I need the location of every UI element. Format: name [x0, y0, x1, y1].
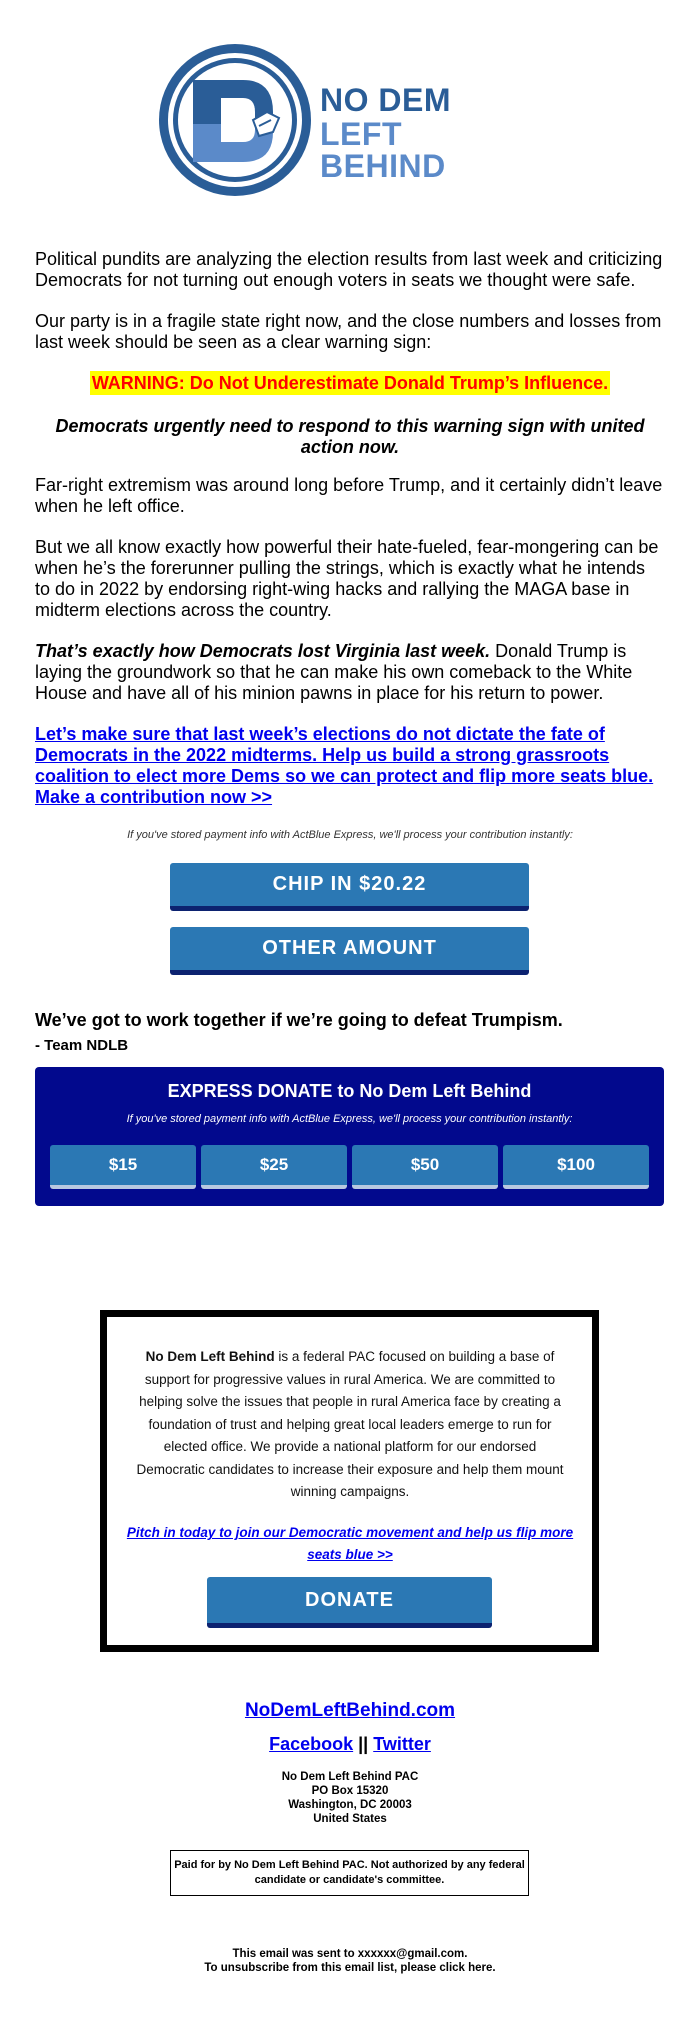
express-donate-note: If you've stored payment info with ActBlue Express, we'll process your contribution instantly:: [126, 1113, 573, 1125]
paragraph-5: [35, 641, 665, 704]
paragraph-3: [35, 475, 665, 517]
donate-amount-button[interactable]: $100: [503, 1145, 649, 1189]
pitch-in-link[interactable]: Pitch in today to join our Democratic movement and help us flip more seats blue >>: [126, 1525, 574, 1562]
paragraph-5-rest: Donald Trump is laying the groundwork so that he can make his own comeback to the White House and have all of his minion pawns in place for his return to power.: [35, 641, 633, 703]
social-separator: ||: [353, 1734, 374, 1754]
website-link[interactable]: NoDemLeftBehind.com: [244, 1700, 456, 1721]
address-line: PO Box 15320: [311, 1785, 389, 1797]
about-description: [135, 1346, 565, 1504]
actblue-note: If you've stored payment info with ActBlue Express, we'll process your contribution instantly:: [127, 829, 573, 841]
paragraph-5-text: [35, 641, 665, 704]
donate-amount-button[interactable]: $15: [50, 1145, 196, 1189]
d-circle-logo-icon: [155, 40, 315, 200]
donate-amount-button[interactable]: $50: [352, 1145, 498, 1189]
social-links: [0, 1734, 700, 1755]
warning-callout: [35, 373, 665, 394]
express-donate-panel: [35, 1067, 664, 1206]
paragraph-1-text: Political pundits are analyzing the election results from last week and criticizing Democrats for not turning out enough voters in seats we thought were safe.: [35, 249, 663, 290]
paragraph-1: [35, 249, 665, 291]
contribute-link[interactable]: Let’s make sure that last week’s elections do not dictate the fate of Democrats in the 2022 midterms. Help us build a strong grassroots coalition to elect more Dems so we can protect and flip more seats blue. Make a contribution now >>: [35, 724, 654, 807]
warning-text: WARNING: Do Not Underestimate Donald Trump’s Influence.: [91, 373, 609, 393]
express-donate-title: EXPRESS DONATE to No Dem Left Behind: [167, 1081, 532, 1101]
about-org-name: No Dem Left Behind: [145, 1349, 275, 1364]
urgent-message: Democrats urgently need to respond to this warning sign with united action now.: [55, 416, 645, 457]
signature: - Team NDLB: [35, 1037, 129, 1054]
paragraph-2: [35, 311, 665, 353]
paragraph-2-text: Our party is in a fragile state right now, and the close numbers and losses from last week should be seen as a clear warning sign:: [35, 311, 662, 352]
brand-wordmark: [320, 84, 535, 182]
address-line: United States: [313, 1813, 387, 1825]
paragraph-4: [35, 537, 665, 621]
unsubscribe-link[interactable]: To unsubscribe from this email list, please click here.: [204, 1962, 496, 1974]
paid-for-disclaimer: Paid for by No Dem Left Behind PAC. Not authorized by any federal candidate or candidate's committee.: [170, 1850, 529, 1896]
donate-amount-button[interactable]: $25: [201, 1145, 347, 1189]
email-footer: [0, 1947, 700, 1975]
address-line: No Dem Left Behind PAC: [281, 1771, 419, 1783]
cta-paragraph: [35, 724, 665, 808]
paragraph-5-bold: That’s exactly how Democrats lost Virginia last week.: [35, 641, 491, 661]
brand-logo[interactable]: [155, 40, 535, 200]
chip-in-button[interactable]: CHIP IN $20.22: [170, 863, 529, 911]
address-line: Washington, DC 20003: [288, 1799, 412, 1811]
paragraph-4-text: But we all know exactly how powerful their hate-fueled, fear-mongering can be when he’s the forerunner pulling the strings, which is exactly what he intends to do in 2022 by endorsing right-wing hacks and rallying the MAGA base in midterm elections across the country.: [35, 537, 659, 620]
closing-line: We’ve got to work together if we’re going to defeat Trumpism.: [35, 1010, 563, 1030]
brand-line1: NO DEM: [320, 82, 451, 118]
brand-line2: LEFT BEHIND: [320, 116, 446, 184]
about-box: [100, 1310, 599, 1652]
donate-button[interactable]: DONATE: [207, 1577, 492, 1628]
about-description-text: is a federal PAC focused on building a base of support for progressive values in rural America. We are committed to helping solve the issues that people in rural America face by creating a foundation of trust and helping great local leaders emerge to run for elected office. We provide a national platform for our endorsed Democratic candidates to increase their exposure and help them mount winning campaigns.: [136, 1349, 564, 1499]
paragraph-3-text: Far-right extremism was around long before Trump, and it certainly didn’t leave when he left office.: [35, 475, 663, 516]
mailing-address: [0, 1770, 700, 1826]
facebook-link[interactable]: Facebook: [269, 1734, 354, 1754]
other-amount-button[interactable]: OTHER AMOUNT: [170, 927, 529, 975]
sent-to-text: This email was sent to xxxxxx@gmail.com.: [232, 1948, 468, 1960]
twitter-link[interactable]: Twitter: [373, 1734, 431, 1754]
